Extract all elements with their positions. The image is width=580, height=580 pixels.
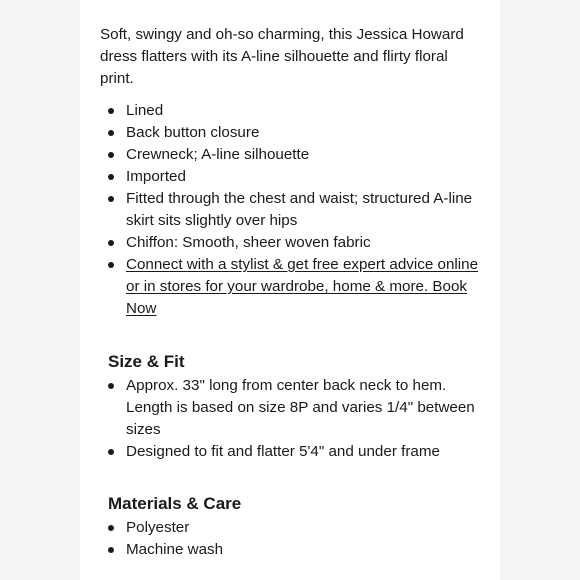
bullet-icon — [108, 525, 114, 531]
materials-care-section — [100, 493, 485, 561]
materials-care-list — [108, 517, 485, 561]
feature-list — [108, 100, 485, 320]
bullet-icon — [108, 108, 114, 114]
materials-care-heading: Materials & Care — [108, 494, 242, 513]
bullet-icon — [108, 240, 114, 246]
bullet-icon — [108, 262, 114, 268]
materials-care-item: Polyester — [108, 517, 485, 539]
bullet-icon — [108, 130, 114, 136]
size-fit-item: Approx. 33" long from center back neck to hem. Length is based on size 8P and varies 1/4" between sizes — [108, 375, 485, 441]
product-details-panel — [80, 0, 500, 580]
feature-item: Back button closure — [108, 122, 485, 144]
bullet-icon — [108, 449, 114, 455]
feature-item: Lined — [108, 100, 485, 122]
size-fit-list — [108, 375, 485, 463]
feature-item: Crewneck; A-line silhouette — [108, 144, 485, 166]
bullet-icon — [108, 547, 114, 553]
bullet-icon — [108, 196, 114, 202]
materials-care-item: Machine wash — [108, 539, 485, 561]
size-fit-heading: Size & Fit — [108, 352, 185, 371]
size-fit-item: Designed to fit and flatter 5'4" and under frame — [108, 441, 485, 463]
feature-item: Imported — [108, 166, 485, 188]
product-description — [100, 24, 485, 561]
book-stylist-link[interactable]: Connect with a stylist & get free expert advice online or in stores for your wardrobe, home & more. Book Now — [126, 256, 479, 317]
feature-item: Chiffon: Smooth, sheer woven fabric — [108, 232, 485, 254]
bullet-icon — [108, 383, 114, 389]
bullet-icon — [108, 152, 114, 158]
bullet-icon — [108, 174, 114, 180]
feature-item: Fitted through the chest and waist; structured A-line skirt sits slightly over hips — [108, 188, 485, 232]
feature-item-stylist — [108, 254, 485, 320]
description-intro: Soft, swingy and oh-so charming, this Jessica Howard dress flatters with its A-line silhouette and flirty floral print. — [100, 26, 464, 87]
size-fit-section — [100, 351, 485, 463]
